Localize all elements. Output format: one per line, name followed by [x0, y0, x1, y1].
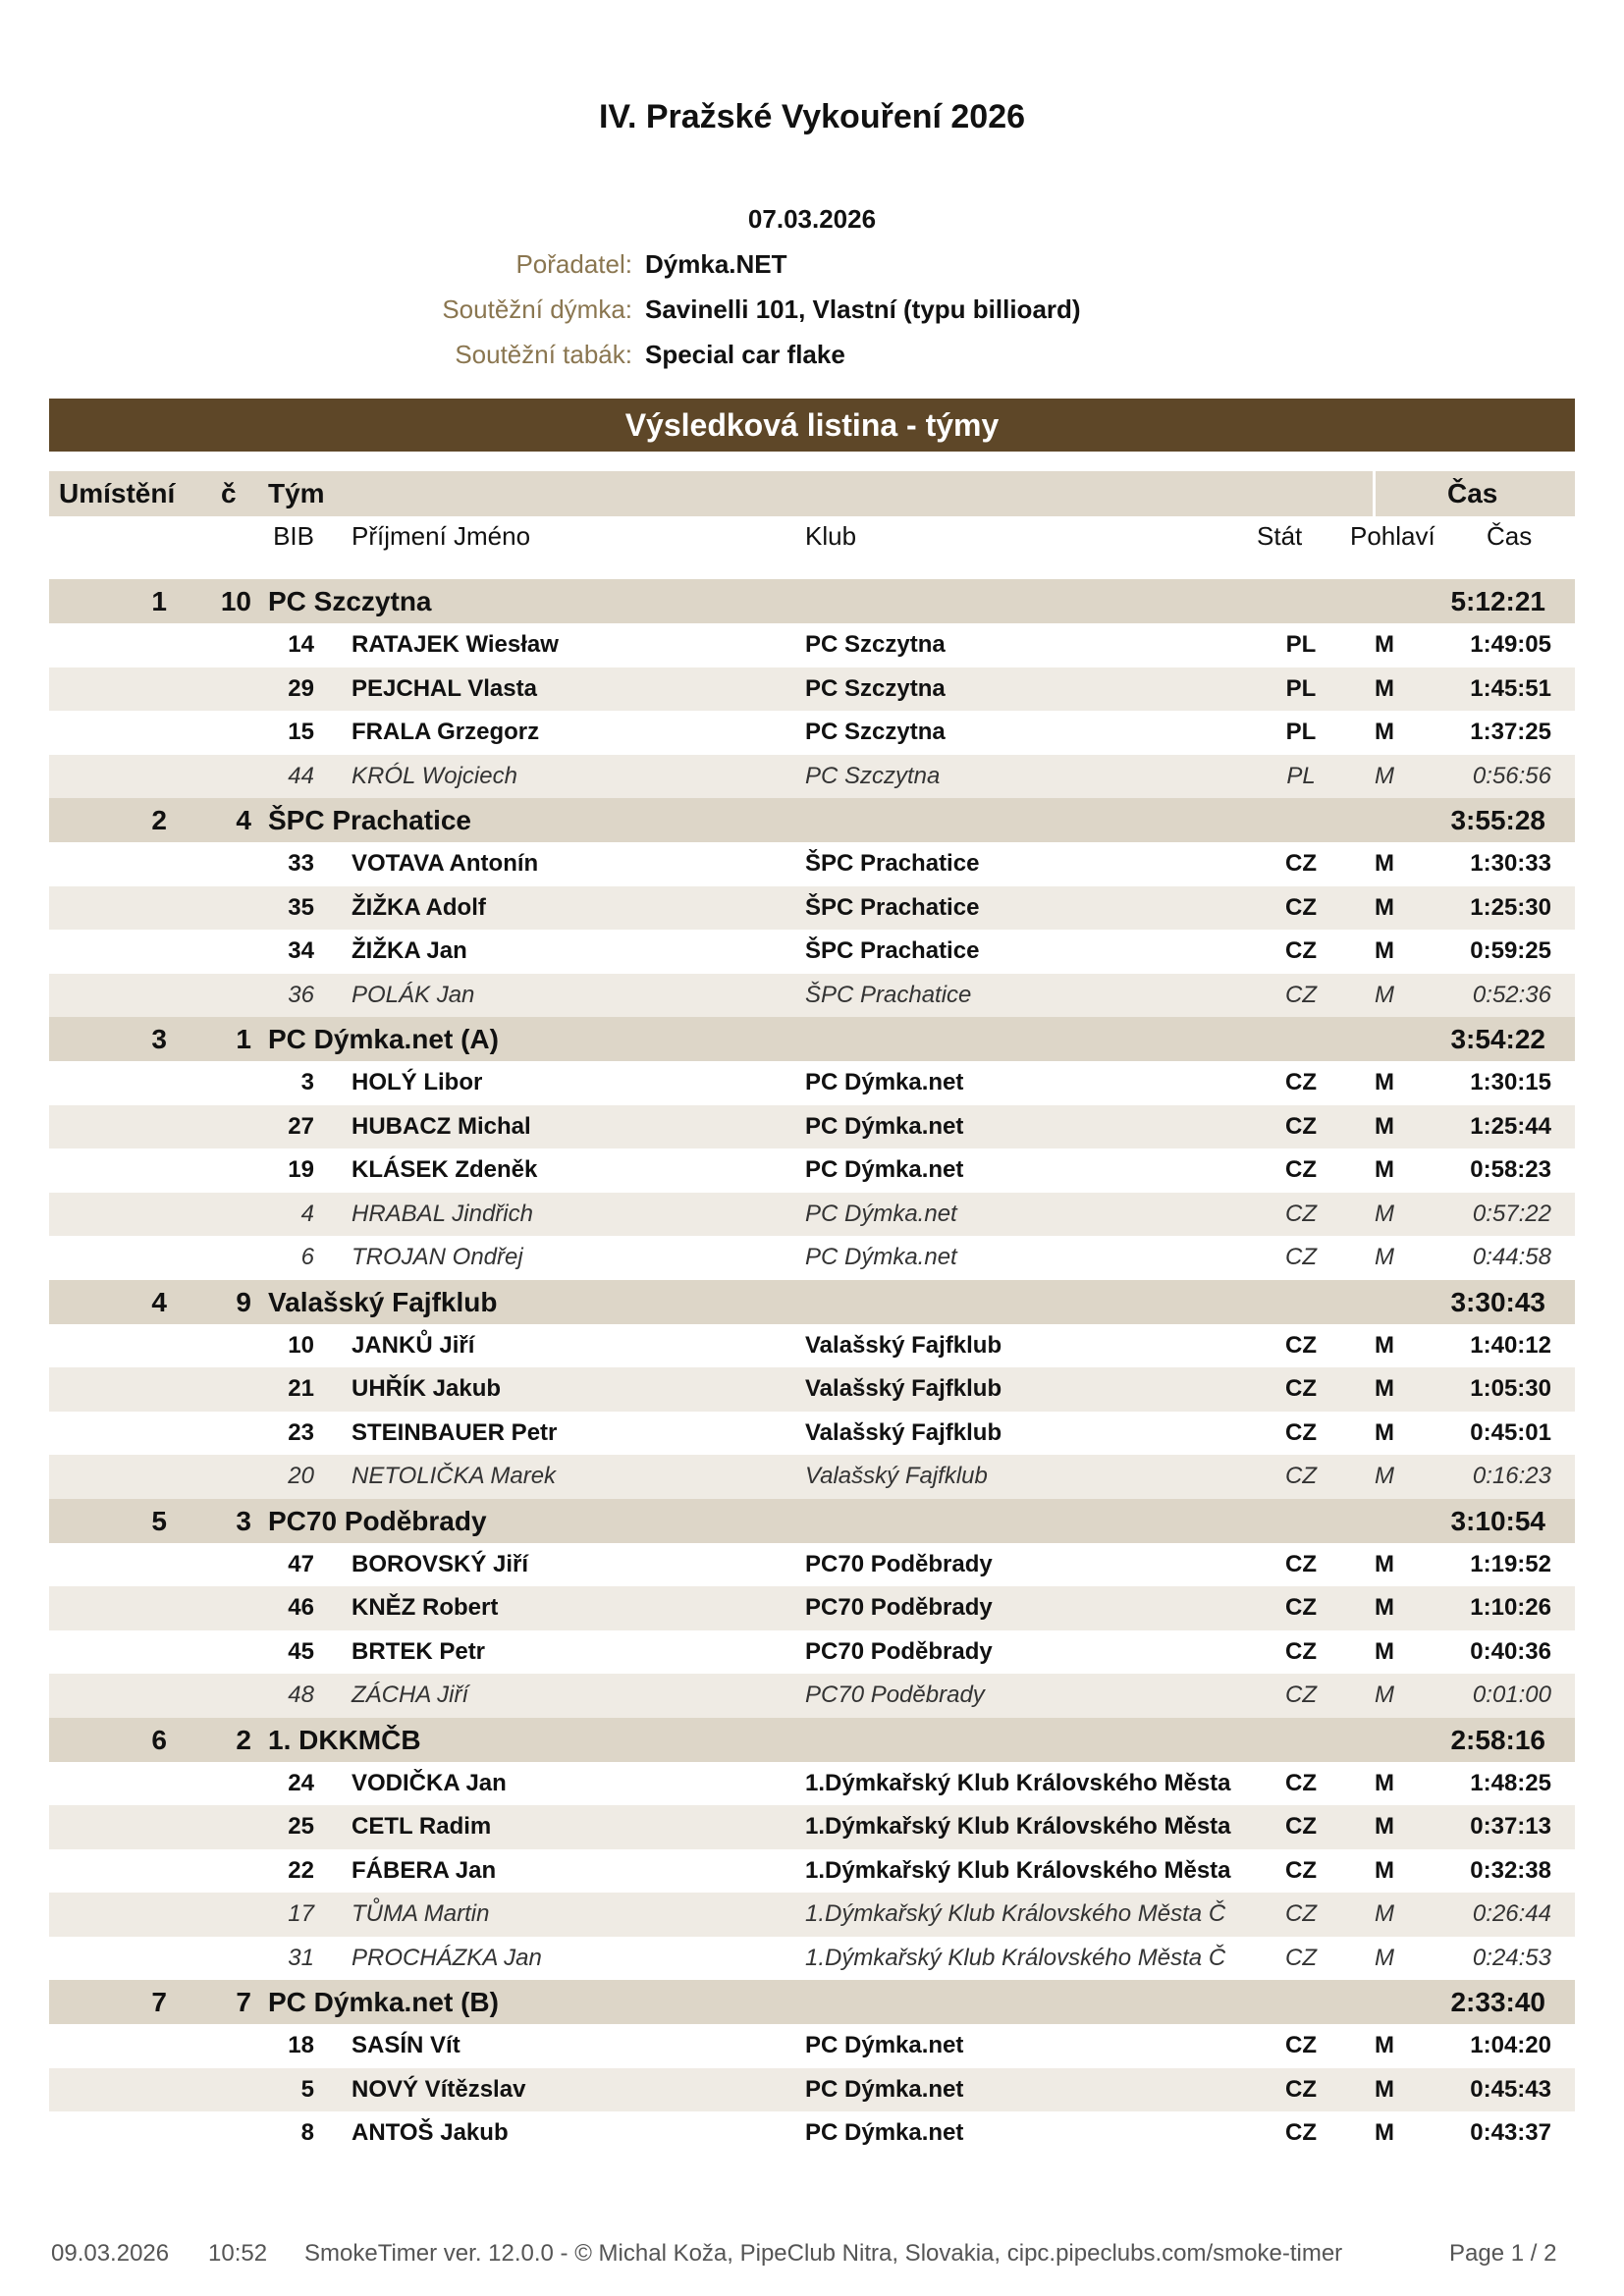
member-name: HRABAL Jindřich	[352, 1200, 533, 1227]
member-club: PC Dýmka.net	[805, 1244, 957, 1270]
member-row	[49, 930, 1575, 974]
member-row	[49, 755, 1575, 799]
member-row	[49, 667, 1575, 712]
team-rank: 5	[151, 1505, 167, 1536]
member-gender: M	[1375, 1331, 1394, 1359]
member-row	[49, 1193, 1575, 1237]
event-info	[0, 196, 1624, 377]
member-gender: M	[1375, 762, 1394, 789]
member-gender: M	[1375, 1813, 1394, 1840]
member-time: 1:37:25	[1470, 719, 1551, 745]
member-row	[49, 1805, 1575, 1849]
member-bib: 36	[288, 981, 314, 1008]
member-gender: M	[1375, 1856, 1394, 1884]
member-row	[49, 1236, 1575, 1280]
info-label: Pořadatel:	[515, 249, 632, 279]
footer-time: 10:52	[208, 2240, 268, 2267]
member-name: ŽIŽKA Adolf	[352, 893, 486, 921]
member-state: CZ	[1285, 1112, 1317, 1140]
member-club: PC Dýmka.net	[805, 2032, 964, 2058]
member-club: 1.Dýmkařský Klub Královského Města Č	[805, 1944, 1226, 1971]
member-club: PC70 Poděbrady	[805, 1637, 993, 1665]
team-name: PC Szczytna	[268, 586, 432, 616]
member-row	[49, 1105, 1575, 1149]
member-bib: 24	[288, 1769, 314, 1796]
member-state: CZ	[1285, 1682, 1317, 1708]
member-name: SASÍN Vít	[352, 2032, 460, 2058]
member-bib: 8	[300, 2119, 314, 2146]
member-club: PC70 Poděbrady	[805, 1682, 985, 1708]
member-club: Valašský Fajfklub	[805, 1375, 1002, 1402]
team-number: 3	[236, 1505, 251, 1536]
member-club: PC Dýmka.net	[805, 2119, 964, 2146]
member-name: KRÓL Wojciech	[352, 762, 517, 789]
member-bib: 14	[288, 631, 314, 658]
team-number: 4	[236, 805, 251, 835]
member-bib: 4	[300, 1200, 314, 1227]
member-name: UHŘÍK Jakub	[352, 1375, 502, 1402]
member-gender: M	[1375, 1769, 1394, 1796]
team-name: PC70 Poděbrady	[268, 1505, 487, 1536]
team-time: 3:54:22	[1450, 1024, 1545, 1054]
member-state: CZ	[1285, 981, 1317, 1008]
member-row	[49, 2068, 1575, 2112]
member-gender: M	[1375, 631, 1394, 658]
member-state: PL	[1286, 762, 1316, 789]
member-time: 1:05:30	[1470, 1375, 1551, 1402]
member-gender: M	[1375, 1637, 1394, 1665]
member-bib: 19	[288, 1156, 314, 1183]
member-name: TŮMA Martin	[352, 1900, 490, 1927]
member-time: 0:57:22	[1472, 1200, 1551, 1227]
member-time: 0:40:36	[1470, 1637, 1551, 1665]
member-time: 0:45:43	[1470, 2075, 1551, 2103]
member-gender: M	[1375, 1200, 1394, 1227]
team-name: PC Dýmka.net (A)	[268, 1024, 499, 1054]
member-club: PC Dýmka.net	[805, 2075, 964, 2103]
member-club: PC70 Poděbrady	[805, 1550, 993, 1577]
member-gender: M	[1375, 1900, 1394, 1927]
member-gender: M	[1375, 937, 1394, 964]
member-club: Valašský Fajfklub	[805, 1463, 988, 1489]
team-time: 2:58:16	[1450, 1724, 1545, 1755]
member-row	[49, 1674, 1575, 1718]
member-state: CZ	[1285, 1463, 1317, 1489]
member-time: 1:48:25	[1470, 1769, 1551, 1796]
member-name: RATAJEK Wiesław	[352, 631, 559, 658]
member-gender: M	[1375, 1156, 1394, 1183]
member-time: 0:26:44	[1472, 1900, 1551, 1927]
member-bib: 34	[288, 937, 314, 964]
col-club-header: Klub	[805, 521, 857, 551]
member-club: 1.Dýmkařský Klub Královského Města	[805, 1769, 1231, 1796]
member-row	[49, 1762, 1575, 1806]
member-name: BOROVSKÝ Jiří	[352, 1550, 529, 1577]
col-team-header: Tým	[268, 478, 325, 508]
member-state: CZ	[1285, 1769, 1317, 1796]
member-row	[49, 842, 1575, 886]
member-time: 0:45:01	[1470, 1418, 1551, 1446]
member-row	[49, 886, 1575, 931]
member-bib: 47	[288, 1550, 314, 1577]
col-no-header: č	[221, 478, 237, 508]
member-gender: M	[1375, 1550, 1394, 1577]
member-club: PC Dýmka.net	[805, 1200, 957, 1227]
member-time: 0:44:58	[1472, 1244, 1551, 1270]
member-state: CZ	[1285, 2032, 1317, 2058]
member-name: VOTAVA Antonín	[352, 850, 539, 877]
member-club: PC70 Poděbrady	[805, 1594, 993, 1621]
member-gender: M	[1375, 1682, 1394, 1708]
member-club: 1.Dýmkařský Klub Královského Města Č	[805, 1900, 1226, 1927]
member-name: KLÁSEK Zdeněk	[352, 1156, 538, 1183]
member-time: 1:25:44	[1470, 1112, 1551, 1140]
member-row	[49, 711, 1575, 755]
member-row	[49, 1586, 1575, 1630]
member-row	[49, 1630, 1575, 1675]
member-gender: M	[1375, 2075, 1394, 2103]
member-gender: M	[1375, 893, 1394, 921]
member-name: FRALA Grzegorz	[352, 719, 540, 745]
member-bib: 3	[300, 1069, 314, 1095]
member-state: CZ	[1285, 1156, 1317, 1183]
member-time: 1:19:52	[1470, 1550, 1551, 1577]
team-name: 1. DKKMČB	[268, 1724, 421, 1755]
member-time: 0:37:13	[1470, 1813, 1551, 1840]
member-state: CZ	[1285, 2075, 1317, 2103]
footer-page: Page 1 / 2	[1449, 2240, 1557, 2267]
member-bib: 27	[288, 1112, 314, 1140]
member-club: 1.Dýmkařský Klub Královského Města	[805, 1856, 1231, 1884]
member-name: NETOLIČKA Marek	[352, 1463, 557, 1489]
team-number: 2	[236, 1724, 251, 1755]
member-row	[49, 2024, 1575, 2068]
member-gender: M	[1375, 1375, 1394, 1402]
member-time: 0:58:23	[1470, 1156, 1551, 1183]
info-row	[0, 332, 1624, 377]
member-bib: 46	[288, 1594, 314, 1621]
member-gender: M	[1375, 1594, 1394, 1621]
team-rank: 4	[151, 1286, 167, 1317]
member-row	[49, 623, 1575, 667]
info-value: Dýmka.NET	[645, 249, 787, 279]
member-bib: 48	[288, 1682, 314, 1708]
team-name: Valašský Fajfklub	[268, 1286, 498, 1317]
member-name: NOVÝ Vítězslav	[352, 2075, 526, 2103]
member-state: CZ	[1285, 1375, 1317, 1402]
team-number: 9	[236, 1286, 251, 1317]
member-name: VODIČKA Jan	[352, 1769, 507, 1796]
member-time: 1:49:05	[1470, 631, 1551, 658]
member-club: ŠPC Prachatice	[805, 893, 980, 921]
member-bib: 21	[288, 1375, 314, 1402]
member-time: 1:30:33	[1470, 850, 1551, 877]
member-name: ZÁCHA Jiří	[352, 1682, 469, 1708]
col-team-time-header: Čas	[1447, 478, 1498, 508]
member-row	[49, 1893, 1575, 1937]
team-rank: 6	[151, 1724, 167, 1755]
team-row	[49, 1980, 1575, 2024]
member-bib: 29	[288, 674, 314, 702]
member-state: PL	[1285, 674, 1317, 702]
member-row	[49, 1543, 1575, 1587]
member-state: PL	[1285, 719, 1317, 745]
member-row	[49, 1937, 1575, 1981]
member-row	[49, 2111, 1575, 2156]
member-state: CZ	[1285, 2119, 1317, 2146]
member-time: 0:43:37	[1470, 2119, 1551, 2146]
info-label: Soutěžní dýmka:	[442, 294, 632, 324]
member-name: JANKŮ Jiří	[352, 1331, 475, 1359]
member-time: 1:40:12	[1470, 1331, 1551, 1359]
member-state: CZ	[1285, 1200, 1317, 1227]
member-gender: M	[1375, 850, 1394, 877]
member-row	[49, 1061, 1575, 1105]
col-rank-header: Umístění	[59, 478, 176, 508]
member-name: PEJCHAL Vlasta	[352, 674, 537, 702]
member-state: CZ	[1285, 1813, 1317, 1840]
team-row	[49, 1718, 1575, 1762]
info-row	[0, 287, 1624, 332]
member-club: PC Szczytna	[805, 631, 946, 658]
table-header-member	[49, 516, 1575, 556]
member-name: ANTOŠ Jakub	[352, 2119, 509, 2146]
member-row	[49, 974, 1575, 1018]
member-bib: 44	[288, 762, 314, 789]
team-number: 10	[220, 586, 251, 616]
member-club: PC Dýmka.net	[805, 1112, 964, 1140]
member-state: CZ	[1285, 850, 1317, 877]
member-bib: 5	[300, 2075, 314, 2103]
member-time: 0:16:23	[1472, 1463, 1551, 1489]
member-time: 1:10:26	[1470, 1594, 1551, 1621]
member-bib: 25	[288, 1813, 314, 1840]
member-state: CZ	[1285, 1944, 1317, 1971]
team-rank: 2	[151, 805, 167, 835]
team-time: 3:10:54	[1450, 1505, 1545, 1536]
member-gender: M	[1375, 2032, 1394, 2058]
member-name: FÁBERA Jan	[352, 1856, 497, 1884]
team-row	[49, 798, 1575, 842]
results-table	[49, 579, 1575, 2156]
member-club: ŠPC Prachatice	[805, 850, 980, 877]
info-value: Savinelli 101, Vlastní (typu billioard)	[645, 294, 1081, 324]
member-name: CETL Radim	[352, 1813, 492, 1840]
member-state: CZ	[1285, 1856, 1317, 1884]
member-time: 0:24:53	[1472, 1944, 1551, 1971]
member-name: HOLÝ Libor	[352, 1069, 483, 1095]
member-row	[49, 1324, 1575, 1368]
member-name: PROCHÁZKA Jan	[352, 1944, 542, 1971]
member-bib: 15	[288, 719, 314, 745]
team-name: ŠPC Prachatice	[268, 805, 471, 835]
col-name-header: Příjmení Jméno	[352, 521, 531, 551]
event-date: 07.03.2026	[747, 204, 877, 234]
member-bib: 20	[288, 1463, 314, 1489]
member-time: 1:45:51	[1470, 674, 1551, 702]
team-rank: 3	[151, 1024, 167, 1054]
member-state: CZ	[1285, 893, 1317, 921]
member-row	[49, 1148, 1575, 1193]
footer-credits: SmokeTimer ver. 12.0.0 - © Michal Koža, PipeClub Nitra, Slovakia, cipc.pipeclubs.com/smoke-timer	[304, 2240, 1343, 2267]
footer-date: 09.03.2026	[51, 2240, 170, 2267]
results-banner: Výsledková listina - týmy	[49, 399, 1575, 452]
member-club: PC Szczytna	[805, 762, 941, 789]
page-footer	[0, 2234, 1624, 2273]
member-gender: M	[1375, 674, 1394, 702]
member-time: 1:04:20	[1470, 2032, 1551, 2058]
member-name: ŽIŽKA Jan	[352, 937, 467, 964]
member-name: HUBACZ Michal	[352, 1112, 531, 1140]
member-name: TROJAN Ondřej	[352, 1244, 523, 1270]
team-number: 1	[236, 1024, 251, 1054]
member-row	[49, 1412, 1575, 1456]
member-state: CZ	[1285, 1550, 1317, 1577]
member-club: ŠPC Prachatice	[805, 981, 972, 1008]
member-time: 0:52:36	[1472, 981, 1551, 1008]
member-state: CZ	[1285, 1637, 1317, 1665]
team-rank: 7	[151, 1987, 167, 2017]
member-bib: 17	[288, 1900, 314, 1927]
member-bib: 10	[288, 1331, 314, 1359]
info-label: Soutěžní tabák:	[455, 340, 632, 369]
member-gender: M	[1375, 2119, 1394, 2146]
member-state: CZ	[1285, 1594, 1317, 1621]
team-time: 3:30:43	[1450, 1286, 1545, 1317]
member-time: 0:59:25	[1470, 937, 1551, 964]
col-gender-header: Pohlaví	[1350, 521, 1435, 551]
member-time: 1:25:30	[1470, 893, 1551, 921]
member-name: KNĚZ Robert	[352, 1594, 499, 1621]
info-row	[0, 241, 1624, 287]
member-state: CZ	[1285, 1244, 1317, 1270]
team-number: 7	[236, 1987, 251, 2017]
team-row	[49, 1017, 1575, 1061]
team-time: 5:12:21	[1450, 586, 1545, 616]
member-bib: 31	[288, 1944, 314, 1971]
member-time: 0:01:00	[1472, 1682, 1551, 1708]
table-header-team	[49, 471, 1575, 516]
member-gender: M	[1375, 1069, 1394, 1095]
team-row	[49, 1499, 1575, 1543]
member-bib: 6	[300, 1244, 314, 1270]
member-state: PL	[1285, 631, 1317, 658]
member-bib: 33	[288, 850, 314, 877]
member-state: CZ	[1285, 1418, 1317, 1446]
page-title: IV. Pražské Vykouření 2026	[598, 98, 1026, 135]
team-row	[49, 1280, 1575, 1324]
member-row	[49, 1455, 1575, 1499]
member-club: PC Dýmka.net	[805, 1069, 964, 1095]
member-name: POLÁK Jan	[352, 981, 475, 1008]
member-name: BRTEK Petr	[352, 1637, 486, 1665]
member-bib: 35	[288, 893, 314, 921]
member-time: 0:56:56	[1472, 762, 1551, 789]
member-bib: 45	[288, 1637, 314, 1665]
team-name: PC Dýmka.net (B)	[268, 1987, 499, 2017]
team-time: 3:55:28	[1450, 805, 1545, 835]
member-time: 0:32:38	[1470, 1856, 1551, 1884]
member-gender: M	[1375, 719, 1394, 745]
team-row	[49, 579, 1575, 623]
member-time: 1:30:15	[1470, 1069, 1551, 1095]
member-gender: M	[1375, 1244, 1394, 1270]
member-club: Valašský Fajfklub	[805, 1418, 1002, 1446]
header-divider	[1373, 471, 1376, 516]
member-gender: M	[1375, 1944, 1394, 1971]
member-club: Valašský Fajfklub	[805, 1331, 1002, 1359]
member-club: PC Szczytna	[805, 719, 946, 745]
member-row	[49, 1367, 1575, 1412]
member-club: PC Szczytna	[805, 674, 946, 702]
member-gender: M	[1375, 981, 1394, 1008]
member-bib: 23	[288, 1418, 314, 1446]
member-gender: M	[1375, 1463, 1394, 1489]
member-club: PC Dýmka.net	[805, 1156, 964, 1183]
member-bib: 22	[288, 1856, 314, 1884]
team-rank: 1	[151, 586, 167, 616]
member-row	[49, 1849, 1575, 1894]
member-gender: M	[1375, 1418, 1394, 1446]
member-name: STEINBAUER Petr	[352, 1418, 558, 1446]
col-state-header: Stát	[1257, 521, 1303, 551]
info-value: Special car flake	[645, 340, 845, 369]
member-club: 1.Dýmkařský Klub Královského Města	[805, 1813, 1231, 1840]
member-gender: M	[1375, 1112, 1394, 1140]
col-time-header: Čas	[1487, 521, 1533, 551]
member-club: ŠPC Prachatice	[805, 937, 980, 964]
team-time: 2:33:40	[1450, 1987, 1545, 2017]
col-bib-header: BIB	[273, 521, 314, 551]
member-state: CZ	[1285, 1331, 1317, 1359]
member-state: CZ	[1285, 1069, 1317, 1095]
member-bib: 18	[288, 2032, 314, 2058]
member-state: CZ	[1285, 937, 1317, 964]
member-state: CZ	[1285, 1900, 1317, 1927]
